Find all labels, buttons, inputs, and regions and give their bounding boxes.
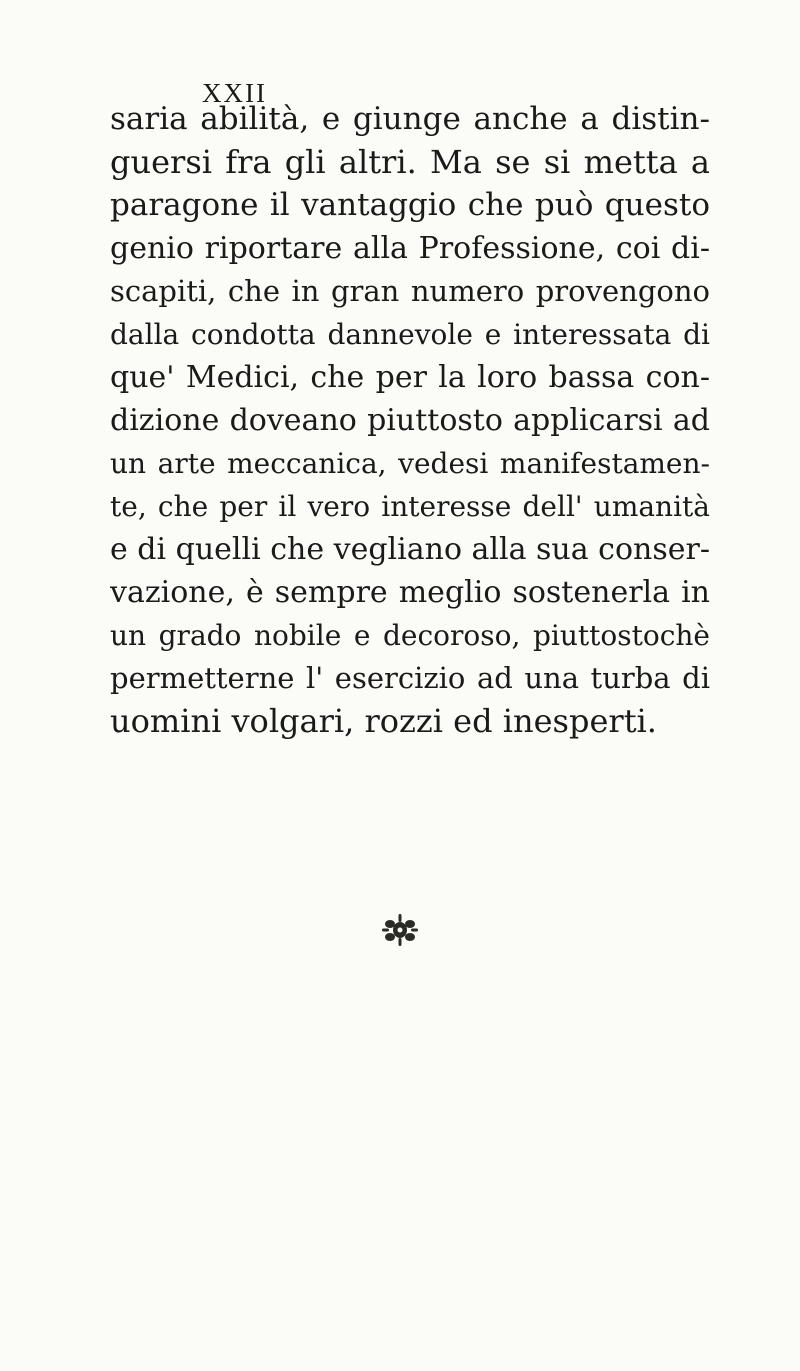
- text-line: permetterne l' esercizio ad una turba di: [110, 661, 710, 695]
- text-line: te, che per il vero interesse dell' umanità: [110, 490, 710, 523]
- text-line: un grado nobile e decoroso, piuttostochè: [110, 619, 710, 652]
- text-line: dalla condotta dannevole e interessata di: [110, 318, 710, 351]
- page-number: XXII: [202, 78, 267, 108]
- text-line: scapiti, che in gran numero provengono: [110, 274, 710, 308]
- text-line: paragone il vantaggio che può questo: [110, 187, 710, 223]
- text-line: genio riportare alla Professione, coi di-: [110, 231, 710, 266]
- text-line: que' Medici, che per la loro bassa con-: [110, 360, 710, 395]
- text-line: guersi fra gli altri. Ma se si metta a: [110, 143, 710, 181]
- text-line: dizione doveano piuttosto applicarsi ad: [110, 403, 710, 438]
- text-line: un arte meccanica, vedesi manifestamen-: [110, 447, 710, 480]
- text-line: e di quelli che vegliano alla sua conser-: [110, 532, 710, 567]
- text-line: vazione, è sempre meglio sostenerla in: [110, 575, 710, 610]
- body-text: [110, 98, 710, 743]
- fleuron-ornament-icon: [380, 912, 420, 948]
- text-line: saria abilità, e giunge anche a distin-: [110, 101, 710, 137]
- text-line: uomini volgari, rozzi ed inesperti.: [110, 702, 657, 740]
